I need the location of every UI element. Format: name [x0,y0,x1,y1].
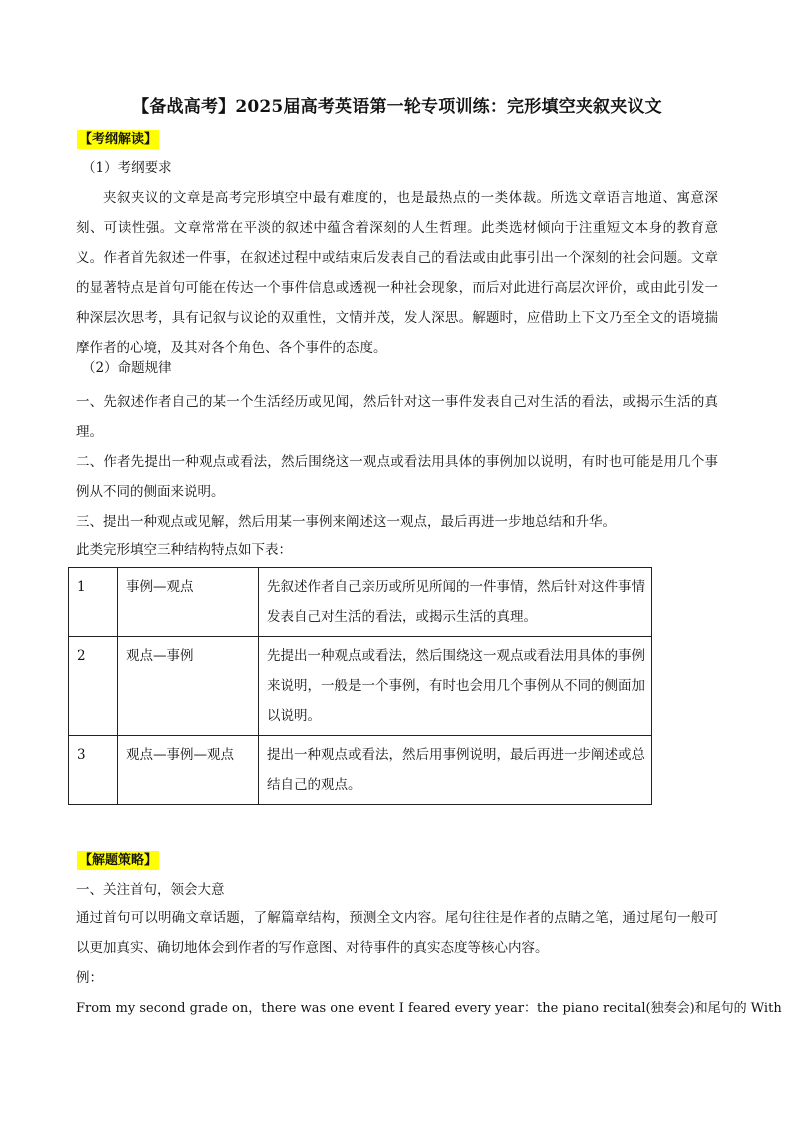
strategy-tag: 【解题策略】 [79,853,158,868]
example-label: 例： [76,970,103,986]
syllabus-tag: 【考纲解读】 [79,132,158,147]
subheading-requirements: （1）考纲要求 [82,160,172,176]
structure-type: 事例—观点 [118,568,259,637]
row-number: 3 [69,736,118,805]
structure-table [68,567,652,805]
row-number: 1 [69,568,118,637]
pattern-rule-2: 二、作者先提出一种观点或看法，然后围绕这一观点或看法用具体的事例加以说明，有时也可能是用几个事例从不同的侧面来说明。 [76,454,718,500]
structure-description: 先叙述作者自己亲历或所见所闻的一件事情，然后针对这件事情发表自己对生活的看法，或揭示生活的真理。 [259,568,652,637]
subheading-patterns: （2）命题规律 [82,360,172,376]
requirements-paragraph: 夹叙夹议的文章是高考完形填空中最有难度的，也是最热点的一类体裁。所选文章语言地道、寓意深刻、可读性强。文章常常在平淡的叙述中蕴含着深刻的人生哲理。此类选材倾向于注重短文本身的教育意义。作者首先叙述一件事，在叙述过程中或结束后发表自己的看法或由此事引出一个深刻的社会问题。文章的显著特点是首句可能在传达一个事件信息或透视一种社会现象，而后对此进行高层次评价，或由此引发一种深层次思考，具有记叙与议论的双重性，文情并茂，发人深思。解题时，应借助上下文乃至全文的语境揣摩作者的心境，及其对各个角色、各个事件的态度。 [76,190,718,356]
structure-description: 先提出一种观点或看法，然后围绕这一观点或看法用具体的事例来说明，一般是一个事例，有时也会用几个事例从不同的侧面加以说明。 [259,637,652,736]
document-title: 【备战高考】2025届高考英语第一轮专项训练：完形填空夹叙夹议文 [132,97,662,117]
pattern-rule-1: 一、先叙述作者自己的某一个生活经历或见闻，然后针对这一事件发表自己对生活的看法，或揭示生活的真理。 [76,394,718,440]
pattern-rule-3: 三、提出一种观点或见解，然后用某一事例来阐述这一观点，最后再进一步地总结和升华。 [76,514,616,530]
structure-type: 观点—事例—观点 [118,736,259,805]
table-row [69,568,652,637]
table-intro: 此类完形填空三种结构特点如下表： [76,542,292,558]
strategy-paragraph-1: 通过首句可以明确文章话题，了解篇章结构，预测全文内容。尾句往往是作者的点睛之笔，通过尾句一般可以更加真实、确切地体会到作者的写作意图、对待事件的真实态度等核心内容。 [76,910,718,956]
row-number: 2 [69,637,118,736]
structure-type: 观点—事例 [118,637,259,736]
strategy-heading-1: 一、关注首句，领会大意 [76,882,225,898]
example-sentence: From my second grade on，there was one event I feared every year：the piano recital(独奏会)和尾句的 With [76,1001,782,1016]
structure-description: 提出一种观点或看法，然后用事例说明，最后再进一步阐述或总结自己的观点。 [259,736,652,805]
table-row [69,637,652,736]
table-row [69,736,652,805]
